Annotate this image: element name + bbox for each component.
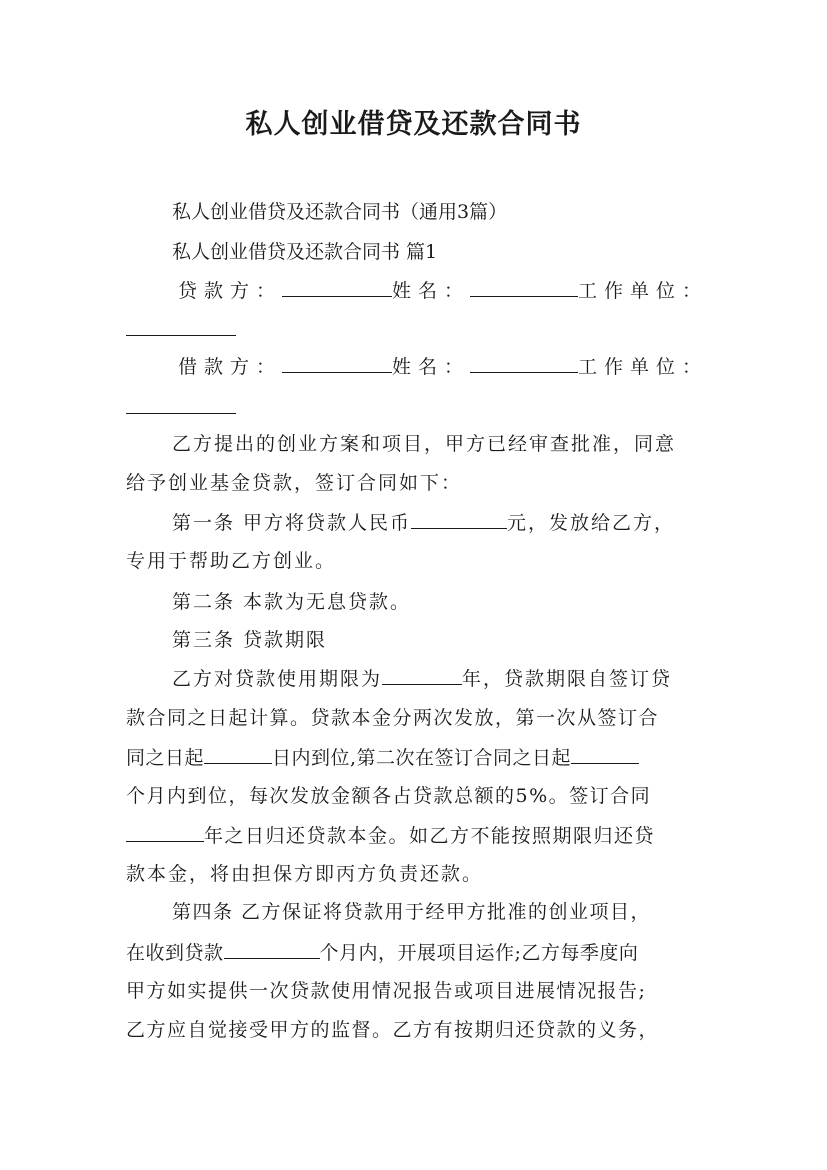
second-disbursement-months-blank[interactable]: [571, 745, 639, 764]
lender-line: [178, 278, 708, 303]
article-3-line-3: [126, 745, 639, 770]
article-3-text-3b: 日内到位,第二次在签订合同之日起: [272, 747, 572, 769]
lender-work-label: 工作单位：: [578, 280, 709, 302]
document-subtitle: 私人创业借贷及还款合同书（通用3篇）: [172, 201, 508, 223]
lender-label: 贷款方：: [178, 280, 283, 302]
loan-amount-blank[interactable]: [411, 510, 507, 529]
article-3-line-2: 款合同之日起计算。贷款本金分两次发放，第一次从签订合: [126, 707, 660, 729]
lender-name-label: 姓名：: [392, 280, 471, 302]
intro-line-2: 给予创业基金贷款，签订合同如下：: [126, 472, 463, 494]
borrower-line: [178, 354, 708, 379]
article-1-line-2: 专用于帮助乙方创业。: [126, 550, 337, 572]
loan-term-years-blank[interactable]: [382, 666, 462, 685]
article-3-text-1a: 乙方对贷款使用期限为: [172, 668, 383, 690]
repayment-years-blank[interactable]: [126, 823, 204, 842]
lender-work-blank[interactable]: [126, 334, 236, 336]
intro-line-1: 乙方提出的创业方案和项目，甲方已经审查批准，同意: [172, 433, 677, 455]
borrower-name-blank[interactable]: [470, 354, 578, 373]
first-disbursement-days-blank[interactable]: [204, 745, 272, 764]
article-3-text-5b: 年之日归还贷款本金。如乙方不能按照期限归还贷: [204, 825, 656, 847]
article-3-line-5: [126, 823, 655, 848]
article-2: 第二条 本款为无息贷款。: [172, 591, 412, 613]
borrower-work-blank[interactable]: [126, 412, 236, 414]
article-3-heading: 第三条 贷款期限: [172, 629, 328, 651]
article-1-text-a: 第一条 甲方将贷款人民币: [172, 512, 412, 534]
article-4-line-3: 甲方如实提供一次贷款使用情况报告或项目进展情况报告;: [126, 980, 647, 1002]
article-3-line-4: 个月内到位，每次发放金额各占贷款总额的5%。签订合同: [126, 785, 652, 807]
document-title: 私人创业借贷及还款合同书: [245, 109, 582, 140]
article-4-text-2b: 个月内，开展项目运作;乙方每季度向: [319, 942, 639, 964]
article-3-line-1: [172, 666, 672, 691]
article-3-text-1b: 年，贷款期限自签订贷: [462, 668, 673, 690]
article-1-line-1: [172, 510, 675, 535]
project-start-months-blank[interactable]: [224, 940, 320, 959]
article-3-line-6: 款本金，将由担保方即丙方负责还款。: [126, 863, 484, 885]
article-4-line-2: [126, 940, 638, 965]
borrower-work-label: 工作单位：: [578, 356, 709, 378]
borrower-blank[interactable]: [282, 354, 392, 373]
article-1-text-b: 元，发放给乙方，: [507, 512, 676, 534]
lender-blank[interactable]: [282, 278, 392, 297]
borrower-label: 借款方：: [178, 356, 283, 378]
article-4-text-2a: 在收到贷款: [126, 942, 224, 964]
article-4-line-1: 第四条 乙方保证将贷款用于经甲方批准的创业项目，: [172, 901, 652, 923]
lender-name-blank[interactable]: [470, 278, 578, 297]
borrower-name-label: 姓名：: [392, 356, 471, 378]
article-3-text-3a: 同之日起: [126, 747, 205, 769]
section-heading: 私人创业借贷及还款合同书 篇1: [172, 241, 438, 263]
article-4-line-4: 乙方应自觉接受甲方的监督。乙方有按期归还贷款的义务，: [126, 1019, 660, 1041]
